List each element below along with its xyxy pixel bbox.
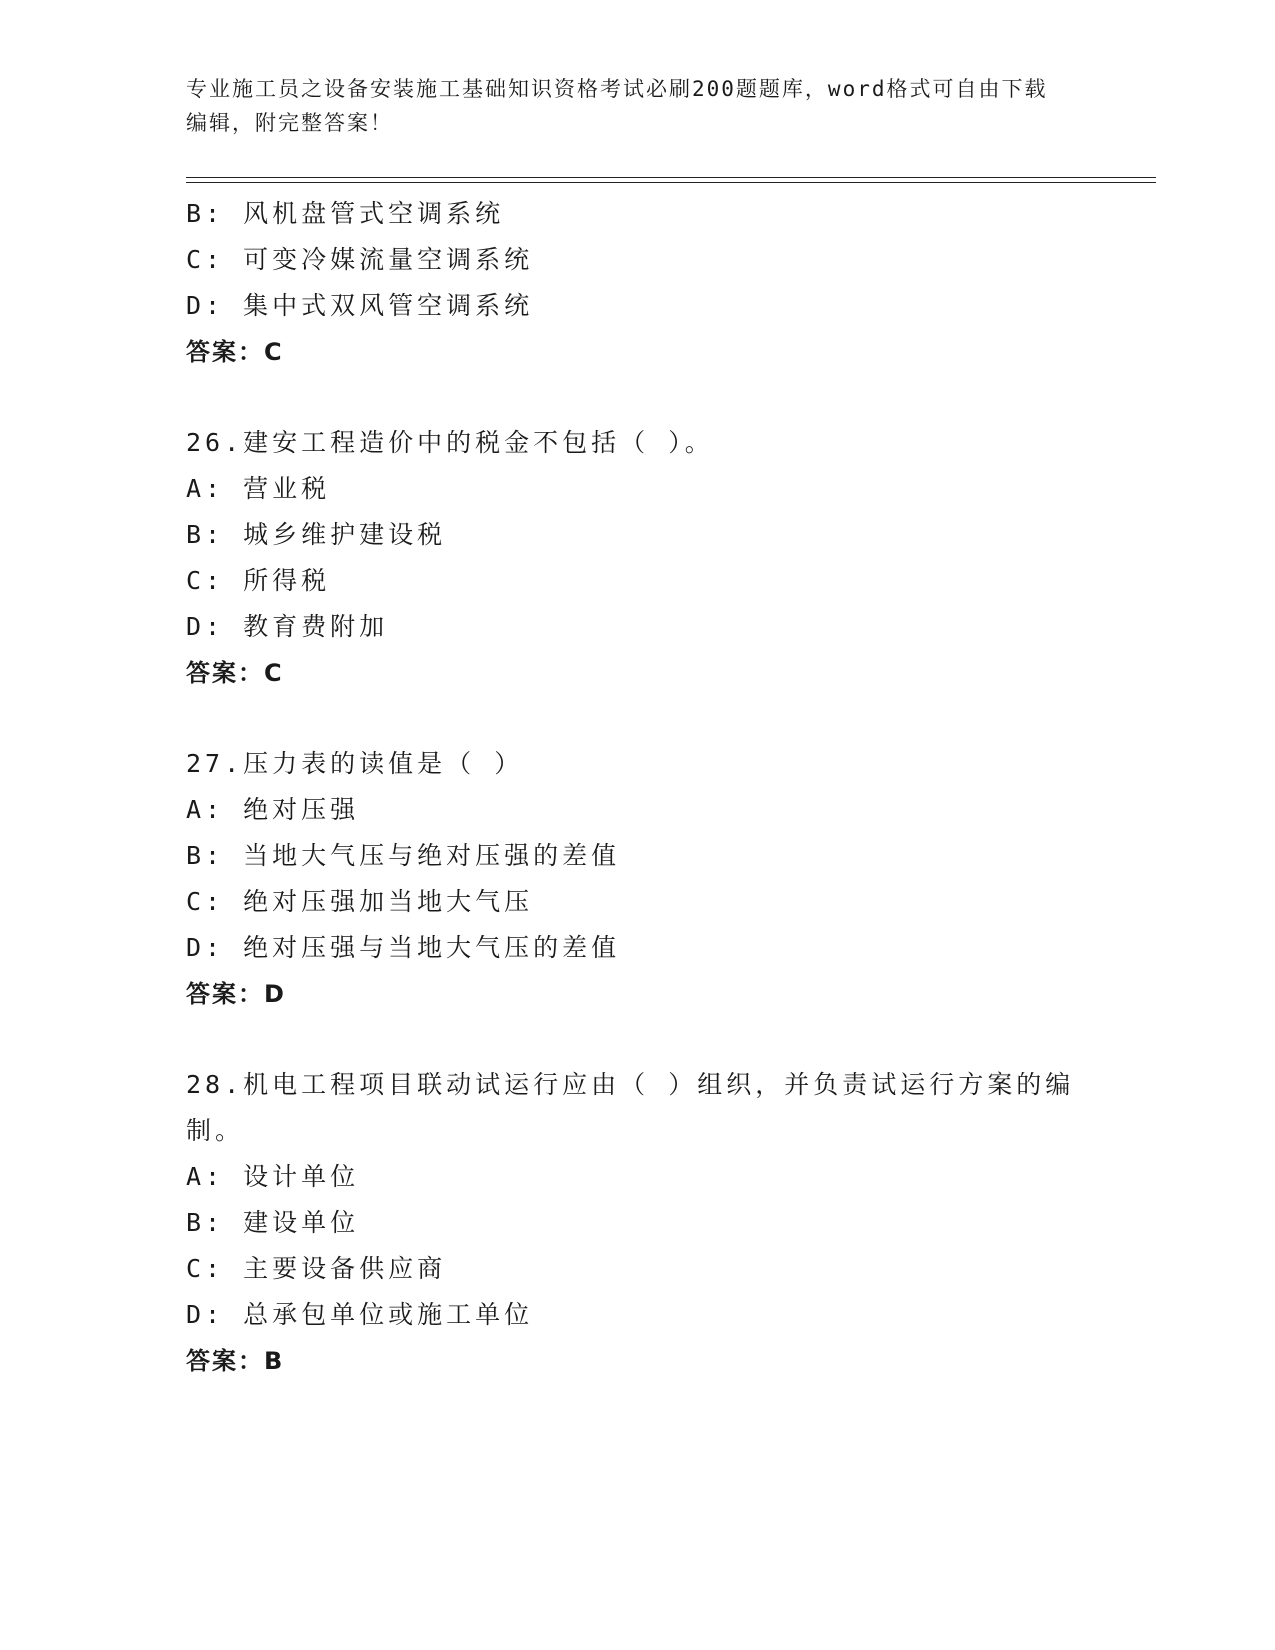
header-divider-bottom xyxy=(186,182,1156,183)
document-header: 专业施工员之设备安装施工基础知识资格考试必刷200题题库，word格式可自由下载编辑，附完整答案！ xyxy=(186,77,1048,135)
option-b: B: 建设单位 xyxy=(186,1208,360,1237)
option-c: C: 主要设备供应商 xyxy=(186,1254,447,1283)
question-block-27 xyxy=(186,741,1086,1017)
option-d: D: 总承包单位或施工单位 xyxy=(186,1300,534,1329)
question-list xyxy=(186,191,1086,1384)
answer-line: 答案：D xyxy=(186,980,286,1008)
header-divider-top xyxy=(186,177,1156,178)
option-a: A: 营业税 xyxy=(186,474,331,503)
option-c: C: 绝对压强加当地大气压 xyxy=(186,887,534,916)
option-d: D: 集中式双风管空调系统 xyxy=(186,291,534,320)
answer-line: 答案：B xyxy=(186,1347,285,1375)
option-a: A: 绝对压强 xyxy=(186,795,360,824)
answer-line: 答案：C xyxy=(186,659,284,687)
question-block-25 xyxy=(186,191,1086,375)
option-b: B: 城乡维护建设税 xyxy=(186,520,447,549)
question-stem: 27.压力表的读值是（ ） xyxy=(186,749,524,778)
option-b: B: 当地大气压与绝对压强的差值 xyxy=(186,841,621,870)
question-block-28 xyxy=(186,1062,1086,1384)
option-d: D: 绝对压强与当地大气压的差值 xyxy=(186,933,621,962)
question-block-26 xyxy=(186,420,1086,696)
question-stem: 28.机电工程项目联动试运行应由（ ）组织，并负责试运行方案的编制。 xyxy=(186,1070,1075,1145)
option-c: C: 可变冷媒流量空调系统 xyxy=(186,245,534,274)
option-c: C: 所得税 xyxy=(186,566,331,595)
option-d: D: 教育费附加 xyxy=(186,612,389,641)
answer-line: 答案：C xyxy=(186,338,284,366)
question-stem: 26.建安工程造价中的税金不包括（ ）。 xyxy=(186,428,714,457)
option-b: B: 风机盘管式空调系统 xyxy=(186,199,505,228)
option-a: A: 设计单位 xyxy=(186,1162,360,1191)
